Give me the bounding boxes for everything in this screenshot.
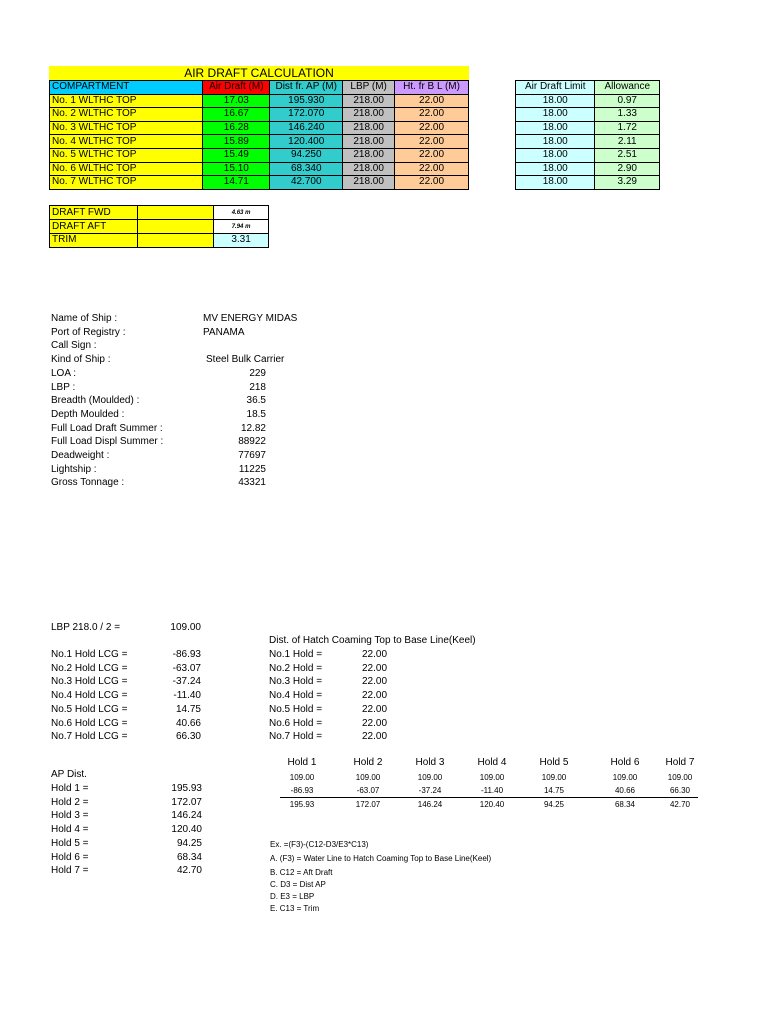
hold-header: Hold 7	[665, 757, 695, 768]
hatch-label: No.4 Hold =	[269, 690, 323, 702]
ship-info-label: Lightship :	[51, 463, 97, 475]
dist-ap-cell: 146.240	[270, 121, 343, 135]
lcg-value: -37.24	[172, 676, 201, 688]
dist-ap-cell: 68.340	[270, 162, 343, 176]
lcg-value: -11.40	[173, 690, 201, 702]
hatch-value: 22.00	[362, 731, 388, 743]
hold-header: Hold 6	[610, 757, 640, 768]
table-header-row	[516, 81, 660, 95]
table-row	[50, 121, 469, 135]
header-dist-ap: Dist fr. AP (M)	[270, 81, 343, 95]
hold-lcg: -86.93	[290, 786, 314, 795]
ap-dist-value: 120.40	[171, 824, 202, 836]
lbp-cell: 218.00	[343, 135, 395, 149]
ship-info-value: 229	[249, 367, 266, 379]
lcg-value: 40.66	[175, 717, 201, 729]
lbp-cell: 218.00	[343, 176, 395, 190]
ap-dist-value: 172.07	[171, 796, 202, 808]
ap-dist-value: 94.25	[176, 837, 202, 849]
allowance-cell: 0.97	[595, 94, 660, 108]
hold-lbp-half: 109.00	[541, 773, 567, 782]
air-draft-cell: 17.03	[203, 94, 270, 108]
ship-info-label: Depth Moulded :	[51, 408, 125, 420]
ship-info-label: Name of Ship :	[51, 313, 118, 324]
limit-cell: 18.00	[516, 148, 595, 162]
limit-cell: 18.00	[516, 94, 595, 108]
air-draft-cell: 16.28	[203, 121, 270, 135]
ship-info-label: Gross Tonnage :	[51, 477, 125, 489]
limit-cell: 18.00	[516, 162, 595, 176]
compartment-cell: No. 1 WLTHC TOP	[50, 94, 203, 108]
ht-bl-cell: 22.00	[395, 94, 469, 108]
table-header-row	[50, 81, 469, 95]
ship-info-label: Full Load Displ Summer :	[51, 436, 164, 448]
header-ht-bl: Ht. fr B L (M)	[395, 81, 469, 95]
header-air-draft: Air Draft (M)	[203, 81, 270, 95]
air-draft-cell: 15.49	[203, 148, 270, 162]
ap-dist-value: 42.70	[176, 865, 202, 877]
lcg-label: No.5 Hold LCG =	[51, 703, 128, 715]
hold-header: Hold 3	[415, 757, 445, 768]
ship-info-value: PANAMA	[203, 326, 245, 338]
hold-lcg: -11.40	[480, 786, 504, 795]
draft-table	[49, 205, 269, 248]
draft-fwd-value: 4.63 m	[231, 210, 251, 216]
allowance-cell: 2.51	[595, 148, 660, 162]
ap-dist-value: 68.34	[176, 851, 202, 863]
draft-aft-label: DRAFT AFT	[50, 220, 138, 234]
hold-lbp-half: 109.00	[612, 773, 638, 782]
ht-bl-cell: 22.00	[395, 162, 469, 176]
draft-fwd-label: DRAFT FWD	[50, 206, 138, 220]
hatch-value: 22.00	[362, 649, 388, 660]
ht-bl-cell: 22.00	[395, 121, 469, 135]
ship-info-label: Port of Registry :	[51, 326, 126, 338]
table-row	[516, 108, 660, 122]
trim-value: 3.31	[214, 234, 269, 248]
lcg-value: 66.30	[175, 731, 201, 743]
table-row	[50, 234, 269, 248]
hatch-label: No.3 Hold =	[269, 676, 323, 688]
table-row	[50, 176, 469, 190]
dist-ap-cell: 120.400	[270, 135, 343, 149]
lbp-half-label: LBP 218.0 / 2 =	[51, 622, 121, 633]
ap-dist-label: Hold 1 =	[51, 783, 89, 794]
dist-ap-cell: 172.070	[270, 108, 343, 122]
ap-dist-title: AP Dist.	[51, 769, 87, 780]
hold-ap-dist: 120.40	[479, 800, 505, 809]
compartment-cell: No. 5 WLTHC TOP	[50, 148, 203, 162]
draft-aft-value-cell	[214, 220, 269, 234]
ship-info-label: LOA :	[51, 367, 77, 379]
hold-ap-dist: 195.93	[289, 800, 315, 809]
hold-header: Hold 4	[477, 757, 507, 768]
note-d: D. E3 = LBP	[270, 892, 315, 901]
table-row	[50, 135, 469, 149]
trim-label: TRIM	[50, 234, 138, 248]
table-row	[50, 206, 269, 220]
draft-aft-value: 7.94 m	[231, 224, 251, 230]
ship-info-value: 88922	[238, 436, 266, 448]
ship-info-label: LBP :	[51, 381, 76, 393]
compartment-cell: No. 3 WLTHC TOP	[50, 121, 203, 135]
ship-info-value: Steel Bulk Carrier	[206, 354, 285, 366]
hold-lcg: -37.24	[418, 786, 442, 795]
ht-bl-cell: 22.00	[395, 108, 469, 122]
ship-info-value: MV ENERGY MIDAS	[203, 313, 298, 324]
hold-lcg: -63.07	[356, 786, 380, 795]
allowance-cell: 2.90	[595, 162, 660, 176]
draft-fwd-value-cell	[214, 206, 269, 220]
hatch-label: No.5 Hold =	[269, 703, 323, 715]
air-draft-cell: 15.89	[203, 135, 270, 149]
hold-lbp-half: 109.00	[289, 773, 315, 782]
lbp-half-value: 109.00	[170, 622, 201, 633]
air-draft-limit-table	[515, 80, 660, 190]
table-row	[516, 148, 660, 162]
hold-ap-dist: 68.34	[614, 800, 636, 809]
lbp-cell: 218.00	[343, 108, 395, 122]
hold-lbp-half: 109.00	[667, 773, 693, 782]
limit-cell: 18.00	[516, 135, 595, 149]
table-row	[50, 108, 469, 122]
allowance-cell: 2.11	[595, 135, 660, 149]
dist-ap-cell: 94.250	[270, 148, 343, 162]
lcg-label: No.7 Hold LCG =	[51, 731, 128, 743]
header-limit: Air Draft Limit	[516, 81, 595, 95]
note-b: B. C12 = Aft Draft	[270, 868, 333, 877]
ship-info-label: Full Load Draft Summer :	[51, 422, 163, 434]
hold-header: Hold 5	[539, 757, 569, 768]
formula-note: Ex. =(F3)-(C12-D3/E3*C13)	[270, 840, 369, 849]
lbp-cell: 218.00	[343, 148, 395, 162]
ship-info-label: Deadweight :	[51, 450, 110, 461]
ap-dist-value: 146.24	[171, 810, 202, 822]
air-draft-cell: 15.10	[203, 162, 270, 176]
table-row	[516, 162, 660, 176]
empty-cell	[137, 206, 213, 220]
ship-info-value: 18.5	[246, 408, 266, 420]
allowance-cell: 3.29	[595, 176, 660, 190]
lbp-cell: 218.00	[343, 94, 395, 108]
hatch-label: No.2 Hold =	[269, 662, 323, 674]
hold-lbp-half: 109.00	[355, 773, 381, 782]
table-row	[50, 162, 469, 176]
ship-info-label: Kind of Ship :	[51, 354, 111, 366]
ap-dist-label: Hold 5 =	[51, 837, 89, 849]
note-a: A. (F3) = Water Line to Hatch Coaming Top to Base Line(Keel)	[270, 854, 492, 863]
air-draft-cell: 14.71	[203, 176, 270, 190]
compartment-cell: No. 7 WLTHC TOP	[50, 176, 203, 190]
header-allowance: Allowance	[595, 81, 660, 95]
allowance-cell: 1.33	[595, 108, 660, 122]
compartment-cell: No. 6 WLTHC TOP	[50, 162, 203, 176]
ap-dist-label: Hold 7 =	[51, 865, 89, 877]
compartment-cell: No. 4 WLTHC TOP	[50, 135, 203, 149]
ship-info-value: 36.5	[246, 395, 266, 407]
ap-dist-label: Hold 4 =	[51, 824, 89, 836]
ship-info-value: 218	[249, 381, 266, 393]
hold-lbp-half: 109.00	[479, 773, 505, 782]
air-draft-table	[49, 80, 469, 190]
note-c: C. D3 = Dist AP	[270, 880, 326, 889]
ship-info-value: 11225	[238, 463, 266, 475]
ship-info-value: 12.82	[240, 422, 266, 434]
hatch-value: 22.00	[362, 676, 388, 688]
limit-cell: 18.00	[516, 121, 595, 135]
air-draft-cell: 16.67	[203, 108, 270, 122]
hold-header: Hold 1	[287, 757, 317, 768]
ap-dist-label: Hold 6 =	[51, 851, 89, 863]
compartment-cell: No. 2 WLTHC TOP	[50, 108, 203, 122]
header-lbp: LBP (M)	[343, 81, 395, 95]
lcg-label: No.4 Hold LCG =	[51, 690, 128, 702]
lcg-label: No.6 Hold LCG =	[51, 717, 128, 729]
table-row	[516, 94, 660, 108]
lcg-value: -63.07	[172, 662, 201, 674]
dist-ap-cell: 195.930	[270, 94, 343, 108]
hold-ap-dist: 146.24	[417, 800, 443, 809]
hatch-value: 22.00	[362, 703, 388, 715]
hatch-value: 22.00	[362, 662, 388, 674]
ship-info-value: 77697	[238, 450, 266, 461]
hatch-label: No.6 Hold =	[269, 717, 323, 729]
hold-ap-dist: 172.07	[355, 800, 381, 809]
lbp-cell: 218.00	[343, 162, 395, 176]
lcg-label: No.3 Hold LCG =	[51, 676, 128, 688]
table-row	[516, 121, 660, 135]
hatch-value: 22.00	[362, 690, 388, 702]
ship-info-label: Call Sign :	[51, 340, 97, 352]
table-row	[516, 135, 660, 149]
table-row	[50, 148, 469, 162]
limit-cell: 18.00	[516, 108, 595, 122]
holds-calc-block	[268, 756, 698, 812]
table-row	[516, 176, 660, 190]
hatch-title: Dist. of Hatch Coaming Top to Base Line(Keel)	[269, 635, 476, 646]
limit-cell: 18.00	[516, 176, 595, 190]
lcg-value: 14.75	[175, 703, 201, 715]
lcg-label: No.1 Hold LCG =	[51, 649, 128, 660]
empty-cell	[137, 220, 213, 234]
ht-bl-cell: 22.00	[395, 135, 469, 149]
ap-dist-value: 195.93	[171, 783, 202, 794]
dist-ap-cell: 42.700	[270, 176, 343, 190]
hold-header: Hold 2	[353, 757, 383, 768]
hatch-label: No.1 Hold =	[269, 649, 323, 660]
ship-info-label: Breadth (Moulded) :	[51, 395, 140, 407]
empty-cell	[137, 234, 213, 248]
ht-bl-cell: 22.00	[395, 148, 469, 162]
table-row	[50, 94, 469, 108]
hold-lcg: 40.66	[614, 786, 636, 795]
hatch-label: No.7 Hold =	[269, 731, 323, 743]
hold-ap-dist: 42.70	[669, 800, 691, 809]
sheet-title: AIR DRAFT CALCULATION	[49, 66, 469, 80]
hold-ap-dist: 94.25	[543, 800, 565, 809]
note-e: E. C13 = Trim	[270, 904, 320, 913]
lcg-label: No.2 Hold LCG =	[51, 662, 128, 674]
hold-lbp-half: 109.00	[417, 773, 443, 782]
ship-info-value: 43321	[238, 477, 266, 489]
hold-lcg: 66.30	[669, 786, 691, 795]
lcg-value: -86.93	[172, 649, 201, 660]
table-row	[50, 220, 269, 234]
header-compartment: COMPARTMENT	[50, 81, 203, 95]
ht-bl-cell: 22.00	[395, 176, 469, 190]
allowance-cell: 1.72	[595, 121, 660, 135]
hold-lcg: 14.75	[543, 786, 565, 795]
lbp-cell: 218.00	[343, 121, 395, 135]
ap-dist-label: Hold 3 =	[51, 810, 89, 822]
hatch-value: 22.00	[362, 717, 388, 729]
ap-dist-label: Hold 2 =	[51, 796, 89, 808]
